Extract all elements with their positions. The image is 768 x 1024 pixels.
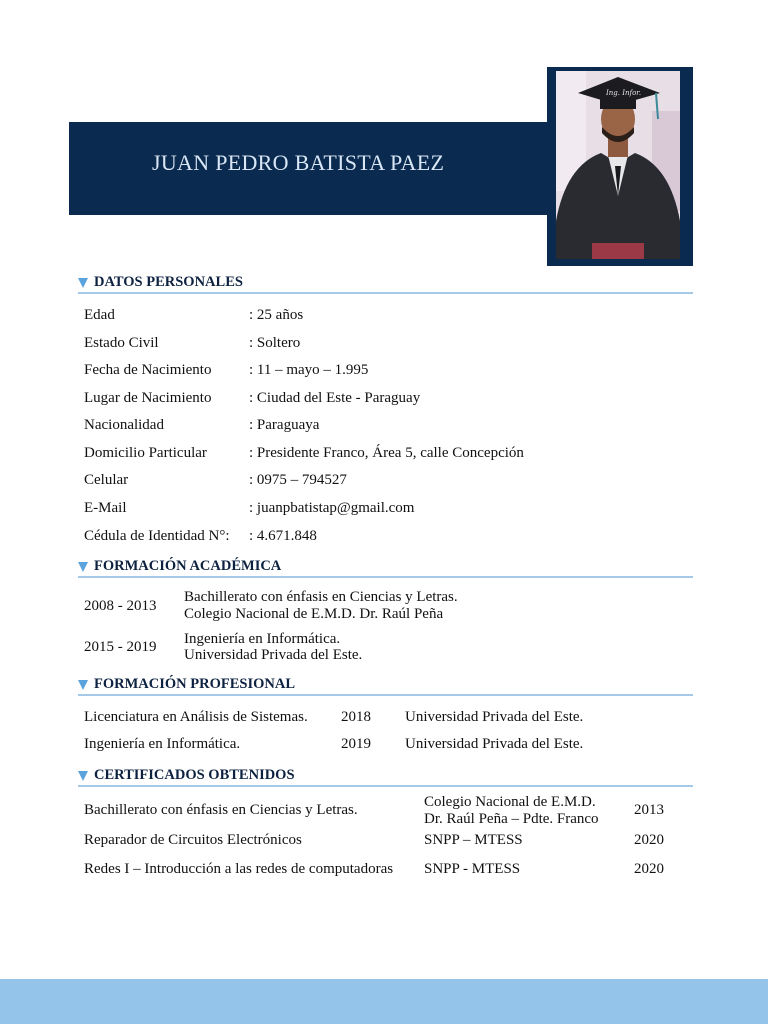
certificate-issuer: Dr. Raúl Peña – Pdte. Franco [424, 811, 599, 827]
academic-years: 2008 - 2013 [84, 598, 157, 614]
profile-photo [556, 71, 680, 259]
academic-years: 2015 - 2019 [84, 639, 157, 655]
personal-label: Domicilio Particular [84, 445, 207, 461]
personal-value: : Ciudad del Este - Paraguay [249, 390, 421, 406]
certificate-issuer: SNPP - MTESS [424, 861, 521, 877]
certificate-name: Bachillerato con énfasis en Ciencias y Letras. [84, 802, 358, 818]
section-title-personal [78, 274, 243, 291]
professional-degree: Ingeniería en Informática. [84, 736, 241, 752]
section-rule [78, 292, 693, 294]
personal-value: : Presidente Franco, Área 5, calle Concepción [249, 445, 524, 461]
section-rule [78, 576, 693, 578]
section-title-academic [78, 558, 281, 575]
triangle-icon [78, 278, 88, 288]
gown-text: Ing. Infor. [606, 89, 642, 97]
certificate-year: 2013 [634, 802, 664, 818]
academic-line2: Colegio Nacional de E.M.D. Dr. Raúl Peña [184, 606, 444, 622]
personal-label: Edad [84, 307, 115, 323]
candidate-name: JUAN PEDRO BATISTA PAEZ [152, 150, 445, 175]
personal-label: E-Mail [84, 500, 127, 516]
certificate-name: Redes I – Introducción a las redes de computadoras [84, 861, 394, 877]
personal-label: Celular [84, 472, 129, 488]
academic-line1: Ingeniería en Informática. [184, 631, 341, 647]
footer-band [0, 979, 768, 1024]
personal-label: Nacionalidad [84, 417, 164, 433]
academic-line2: Universidad Privada del Este. [184, 647, 363, 663]
personal-label: Fecha de Nacimiento [84, 362, 212, 378]
personal-value: : 25 años [249, 307, 304, 323]
professional-year: 2019 [341, 736, 371, 752]
section-title-text: CERTIFICADOS OBTENIDOS [94, 767, 295, 783]
section-title-certificates [78, 767, 295, 784]
personal-value: : 4.671.848 [249, 528, 317, 544]
graduate-portrait-illustration [556, 71, 680, 259]
section-title-text: FORMACIÓN ACADÉMICA [94, 558, 282, 574]
section-rule [78, 785, 693, 787]
triangle-icon [78, 562, 88, 572]
personal-label: Estado Civil [84, 335, 159, 351]
section-title-text: FORMACIÓN PROFESIONAL [94, 676, 295, 692]
section-title-professional [78, 676, 295, 693]
personal-value: : Paraguaya [249, 417, 320, 433]
email-value: : juanpbatistap@gmail.com [249, 500, 415, 516]
certificate-name: Reparador de Circuitos Electrónicos [84, 832, 302, 848]
personal-label: Cédula de Identidad N°: [84, 528, 230, 544]
personal-label: Lugar de Nacimiento [84, 390, 212, 406]
certificate-issuer: Colegio Nacional de E.M.D. [424, 794, 596, 810]
triangle-icon [78, 771, 88, 781]
professional-degree: Licenciatura en Análisis de Sistemas. [84, 709, 308, 725]
personal-value: : 11 – mayo – 1.995 [249, 362, 369, 378]
academic-line1: Bachillerato con énfasis en Ciencias y Letras. [184, 589, 458, 605]
professional-institution: Universidad Privada del Este. [405, 736, 584, 752]
certificate-year: 2020 [634, 832, 664, 848]
personal-value: : 0975 – 794527 [249, 472, 347, 488]
certificate-issuer: SNPP – MTESS [424, 832, 523, 848]
section-rule [78, 694, 693, 696]
professional-institution: Universidad Privada del Este. [405, 709, 584, 725]
triangle-icon [78, 680, 88, 690]
certificate-year: 2020 [634, 861, 664, 877]
personal-value: : Soltero [249, 335, 301, 351]
section-title-text: DATOS PERSONALES [94, 274, 243, 290]
professional-year: 2018 [341, 709, 371, 725]
